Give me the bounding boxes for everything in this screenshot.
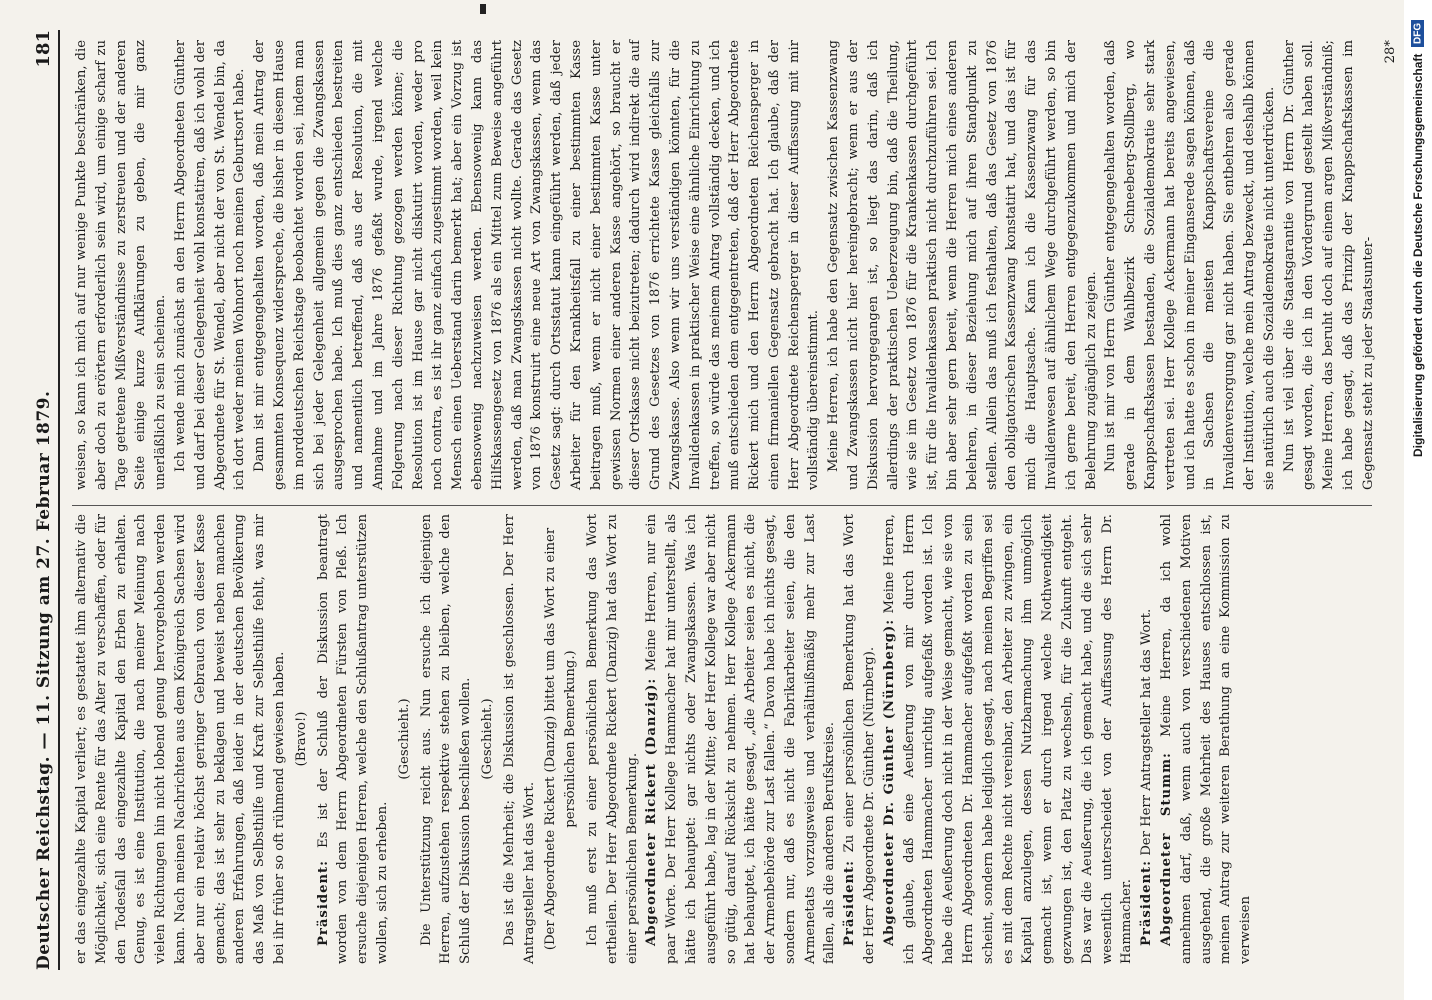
paragraph (1157, 514, 1256, 964)
dfg-logo: DFG (1412, 20, 1425, 47)
paragraph (417, 514, 476, 964)
page-title: Deutscher Reichstag. — 11. Sitzung am 27. Februar 1879. (34, 390, 54, 970)
sheet-signature: 28* (1382, 40, 1398, 64)
left-column (72, 514, 1382, 964)
paragraph-text: Zu einer persönlichen Bemerkung hat das Wort der Herr Abgeordnete Dr. Günther (Nürnberg). (842, 514, 878, 964)
speaker-name: Präsident: (842, 859, 858, 946)
paragraph-text: Nun ist mir von Herrn Günther entgegengehalten worden, daß gerade in dem Wahlbezirk Schneeberg-Stollberg, wo Knappschaftskassen bestanden, die Sozialdemokratie sehr stark vertreten sei. Herr Kollege Ackermann hat bereits angewiesen, und ich hatte es schon in meiner Einganserede sagen können, daß in Sachsen die meisten Knappschaftsvereine die Invalidenversorgung gar nicht haben. Sie entbehren also gerade der Institution, welche mein Antrag bezweckt, und deshalb können sie natürlich auch die Sozialdemokratie nicht unterdrücken. (1103, 40, 1277, 490)
paragraph (500, 514, 540, 964)
page-header (20, 30, 60, 970)
speaker-name: Abgeordneter Dr. Günther (Nürnberg): (881, 618, 897, 946)
funding-note (1410, 20, 1426, 980)
speaker-name: Präsident: (315, 859, 331, 946)
paragraph (824, 40, 1101, 490)
stage-direction: (Bravo!) (293, 711, 309, 767)
paragraph (171, 40, 250, 490)
page-number: 181 (33, 30, 54, 68)
paragraph-text: Nun ist viel über die Staatsgarantie von Herrn Dr. Günther gesagt worden, die ich in den Vordergrund gestellt haben soll. Meine Herren, das beruht doch auf einem argen Mißverständniß; ich habe gesagt, daß das Prinzip der Knappschaftskassen im Gegensatz steht zu jeder Staatsunter- (1281, 40, 1376, 490)
paragraph-text: Der Herr Antragsteller hat das Wort. (1139, 608, 1155, 856)
paragraph-text: Meine Herren, da ich wohl annehmen darf, daß, wenn auch von verschiedenen Motiven ausgehend, die große Mehrheit des Hauses entschlossen ist, meinen Antrag zur weiteren Berathung an eine Kommission zu verweisen (1159, 514, 1254, 964)
stage-direction: (Geschieht.) (396, 698, 412, 780)
paragraph (1280, 40, 1379, 490)
paragraph (1101, 40, 1279, 490)
paragraph (642, 514, 840, 964)
paragraph-text: Es ist der Schluß der Diskussion beantragt worden von dem Herrn Abgeordneten Fürsten von Pleß. Ich ersuche diejenigen Herren, welche den Schlußantrag unterstützen wollen, sich zu erheben. (315, 514, 390, 964)
paragraph (72, 40, 171, 490)
paragraph (1137, 514, 1157, 964)
paragraph-text: Ich wende mich zunächst an den Herrn Abgeordneten Günther und darf bei dieser Gelegenheit wohl konstatiren, daß ich wohl der Abgeordnete für St. Wendel, aber nicht der von St. Wendel bin, da ich dort weder meinen Wohnort noch meinen Geburtsort habe. (172, 40, 248, 490)
paragraph-text: Meine Herren, ich glaube, daß eine Aeußerung von mir durch Herrn Abgeordneten Hammacher unrichtig aufgefaßt worden ist. Ich habe die Aeußerung doch nicht in der Weise gemacht, wie sie von Herrn Abgeordneten Dr. Hammacher aufgefaßt worden zu sein scheint, sondern habe lediglich gesagt, nach meinen Begriffen sei es mit dem Rechte nicht vereinbar, den Arbeiter zu zwingen, ein Kapital anzulegen, dessen Nutzbarmachung ihm unmöglich gemacht ist, wenn er durch irgend welche Nothwendigkeit gezwungen ist, den Platz zu wechseln, für die Zukunft entgeht. Das war die Aeußerung, die ich gemacht habe, und die sich sehr wesentlich unterscheidet von der Auffassung des Herrn Dr. Hammacher. (881, 514, 1135, 964)
paragraph (72, 514, 290, 964)
paragraph (583, 514, 642, 964)
stage-direction: (Geschieht.) (479, 698, 495, 780)
column-divider (72, 505, 1372, 506)
right-column (72, 40, 1398, 490)
speaker-name: Präsident: (1139, 859, 1155, 946)
scan-mark (480, 4, 486, 14)
paragraph-text: er das eingezahlte Kapital verliert; es gestattet ihm alternativ die Möglichkeit, sich eine Rente für das Alter zu verschaffen, oder für den Todesfall das eingezahlte Kapital den Erben zu erhalten. Genug, es ist eine Institution, die nach meiner Meinung nach vielen Richtungen hin nicht lobend genug hervorgehoben werden kann. Nach meinen Nachrichten aus dem Königreich Sachsen wird aber nur ein relativ höchst geringer Gebrauch von dieser Kasse gemacht; das ist sehr zu beklagen und beweist neben manchen anderen Erfahrungen, daß leider in der deutschen Bevölkerung das Maß von Selbsthilfe und Kraft zur Selbsthilfe fehlt, was mir bei ihr früher so oft rühmend gewiesen haben. (74, 514, 287, 964)
paragraph-text: Die Unterstützung reicht aus. Nun ersuche ich diejenigen Herren, aufzustehen respektive stehen zu bleiben, welche den Schluß der Diskussion beschließen wollen. (418, 514, 474, 964)
paragraph (840, 514, 880, 964)
speaker-name: Abgeordneter Rickert (Danzig): (644, 677, 660, 946)
stage-direction: (Der Abgeordnete Rickert (Danzig) bittet um das Wort zu einer persönlichen Bemerkung.) (543, 527, 579, 951)
paragraph (880, 514, 1137, 964)
paragraph (314, 514, 393, 964)
paragraph-text: Das ist die Mehrheit; die Diskussion ist geschlossen. Der Herr Antragsteller hat das Wort. (501, 514, 537, 964)
paragraph-text: Ich muß erst zu einer persönlichen Bemerkung das Wort ertheilen. Der Herr Abgeordnete Rickert (Danzig) hat das Wort zu einer persönlichen Bemerkung. (584, 514, 640, 964)
speaker-name: Abgeordneter Stumm: (1159, 752, 1175, 946)
paragraph-text: Meine Herren, ich habe den Gegensatz zwischen Kassenzwang und Zwangskassen nicht hier hereingebracht; wenn er aus der Diskussion hervorgegangen ist, so liegt das darin, daß ich allerdings der praktischen Ueberzeugung bin, daß die Theilung, wie sie im Gesetz von 1876 für die Krankenkassen durchgeführt ist, für die Invalidenkassen praktisch nicht durchzuführen sei. Ich bin aber sehr gern bereit, wenn die Herren mich eines anderen belehren, in dieser Beziehung mich auf ihren Standpunkt zu stellen. Allein das muß ich festhalten, daß das Gesetz von 1876 den obligatorischen Kassenzwang konstatirt hat, und das ist für mich die Hauptsache. Kann ich die Kassenzwang für das Invalidenwesen auf ähnlichem Wege durchgeführt werden, so bin ich gerne bereit, den Herren entgegenzukommen und mich der Belehrung zugänglich zu zeigen. (826, 40, 1099, 490)
paragraph-text: Meine Herren, nur ein paar Worte. Der Herr Kollege Hammacher hat mir unterstellt, als hätte ich behauptet: gar nichts oder Zwangskassen. Was ich ausgeführt habe, lag in der Mitte; der Herr Kollege war aber nicht so gütig, darauf Rücksicht zu nehmen. Herr Kollege Ackermann hat behauptet, ich hätte gesagt, „die Arbeiter seien es nicht, die der Armenbehörde zur Last fallen.“ Davon habe ich nichts gesagt, sondern nur, daß es nicht die Fabrikarbeiter seien, die den Armenetats vorzugsweise und verhältnißmäßig mehr zur Last fallen, als die anderen Berufskreise. (644, 514, 838, 964)
funding-text: Digitalisierung gefördert durch die Deutsche Forschungsgemeinschaft (1411, 53, 1425, 457)
paragraph-text: weisen, so kann ich mich auf nur wenige Punkte beschränken, die aber doch zu erörtern erforderlich sein wird, um einige scharf zu Tage getretene Mißverständnisse zu zerstreuen und der anderen Seite einige kurze Aufklärungen zu geben, die mir ganz unerläßlich zu sein scheinen. (74, 40, 169, 490)
paragraph-text: Dann ist mir entgegengehalten worden, daß mein Antrag der gesammten Konsequenz widerspreche, die bisher in diesem Hause im norddeutschen Reichstage beobachtet worden sei, indem man sich bei jeder Gelegenheit allgemein gegen die Zwangskassen ausgesprochen habe. Ich muß dies ganz entschieden bestreiten und namentlich betreffend, daß aus der Resolution, die mit Annahme und im Jahre 1876 gefaßt wurde, irgend welche Folgerung nach dieser Richtung gezogen werden könne; die Resolution ist im Hause gar nicht diskutirt worden, weder pro noch contra, es ist ihr ganz einfach zugestimmt worden, weil kein Mensch einen Ueberstand darin bemerkt hat; aber ein Vorzug ist ebensowenig nachzuweisen werden. Ebensowenig kann das Hilfskassengesetz von 1876 als ein Mittel zum Beweise angeführt werden, daß man Zwangskassen nicht wollte. Gerade das Gesetz von 1876 konstruirt eine neue Art von Zwangskassen, wenn das Gesetz sagt: durch Ortsstatut kann eingeführt werden, daß jeder Arbeiter für den Krankheitsfall zu einer bestimmten Kasse beitragen muß, wenn er nicht einer bestimmten Kasse unter gewissen Normen einer anderen Kasse angehört, so braucht er dieser Ortskasse nicht beizutreten; dadurch wird indirekt die auf Grund des Gesetzes von 1876 errichtete Kasse gleichfalls zur Zwangskasse. Also wenn wir uns verständigen könnten, für die Invalidenkassen in praktischer Weise eine ähnliche Einrichtung zu treffen, so würde das meinem Antrag vollständig decken, und ich muß entschieden dem entgegentreten, daß der Herr Abgeordnete Rickert mich und den Herrn Abgeordneten Reichensperger in einen firmaniellen Gegensatz gebracht hat. Ich glaube, daß der Herr Abgeordnete Reichensperger in dieser Auffassung mit mir vollständig übereinstimmt. (252, 40, 822, 490)
paragraph (250, 40, 824, 490)
